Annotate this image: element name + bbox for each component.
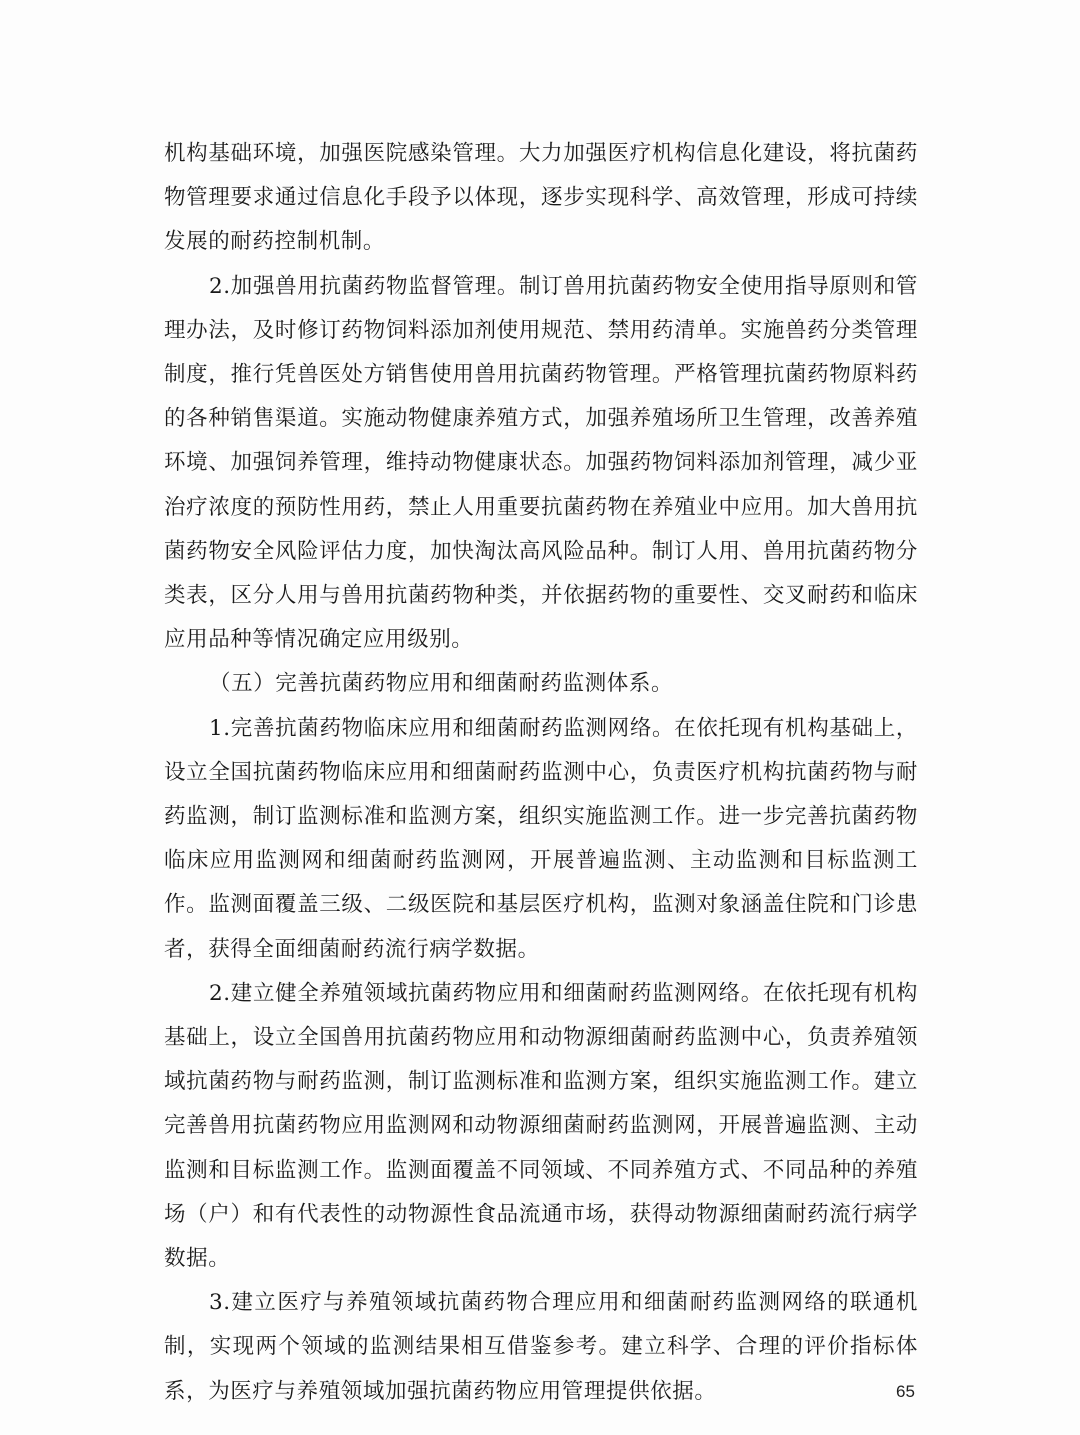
paragraph-breeding-monitoring-network: 2.建立健全养殖领域抗菌药物应用和细菌耐药监测网络。在依托现有机构基础上，设立全国兽用抗菌药物应用和动物源细菌耐药监测中心，负责养殖领域抗菌药物与耐药监测，制订监测标准和监测方案，组织实施监测工作。建立完善兽用抗菌药物应用监测网和动物源细菌耐药监测网，开展普遍监测、主动监测和目标监测工作。监测面覆盖不同领域、不同养殖方式、不同品种的养殖场（户）和有代表性的动物源性食品流通市场，获得动物源细菌耐药流行病学数据。 [164,980,918,1272]
paragraph-clinical-monitoring-network: 1.完善抗菌药物临床应用和细菌耐药监测网络。在依托现有机构基础上，设立全国抗菌药物临床应用和细菌耐药监测中心，负责医疗机构抗菌药物与耐药监测，制订监测标准和监测方案，组织实施监测工作。进一步完善抗菌药物临床应用监测网和细菌耐药监测网，开展普遍监测、主动监测和目标监测工作。监测面覆盖三级、二级医院和基层医疗机构，监测对象涵盖住院和门诊患者，获得全面细菌耐药流行病学数据。 [164,715,918,962]
section-heading-monitoring-system: （五）完善抗菌药物应用和细菌耐药监测体系。 [209,671,674,697]
document-body [164,132,918,1414]
paragraph-linkage-mechanism: 3.建立医疗与养殖领域抗菌药物合理应用和细菌耐药监测网络的联通机制，实现两个领域的监测结果相互借鉴参考。建立科学、合理的评价指标体系，为医疗与养殖领域加强抗菌药物应用管理提供依据。 [164,1290,918,1404]
paragraph-continuation: 机构基础环境，加强医院感染管理。大力加强医疗机构信息化建设，将抗菌药物管理要求通过信息化手段予以体现，逐步实现科学、高效管理，形成可持续发展的耐药控制机制。 [164,141,918,255]
paragraph-veterinary-antibiotic-management: 2.加强兽用抗菌药物监督管理。制订兽用抗菌药物安全使用指导原则和管理办法，及时修订药物饲料添加剂使用规范、禁用药清单。实施兽药分类管理制度，推行凭兽医处方销售使用兽用抗菌药物管理。严格管理抗菌药物原料药的各种销售渠道。实施动物健康养殖方式，加强养殖场所卫生管理，改善养殖环境、加强饲养管理，维持动物健康状态。加强药物饲料添加剂管理，减少亚治疗浓度的预防性用药，禁止人用重要抗菌药物在养殖业中应用。加大兽用抗菌药物安全风险评估力度，加快淘汰高风险品种。制订人用、兽用抗菌药物分类表，区分人用与兽用抗菌药物种类，并依据药物的重要性、交叉耐药和临床应用品种等情况确定应用级别。 [164,273,918,653]
page-number: 65 [896,1382,915,1401]
